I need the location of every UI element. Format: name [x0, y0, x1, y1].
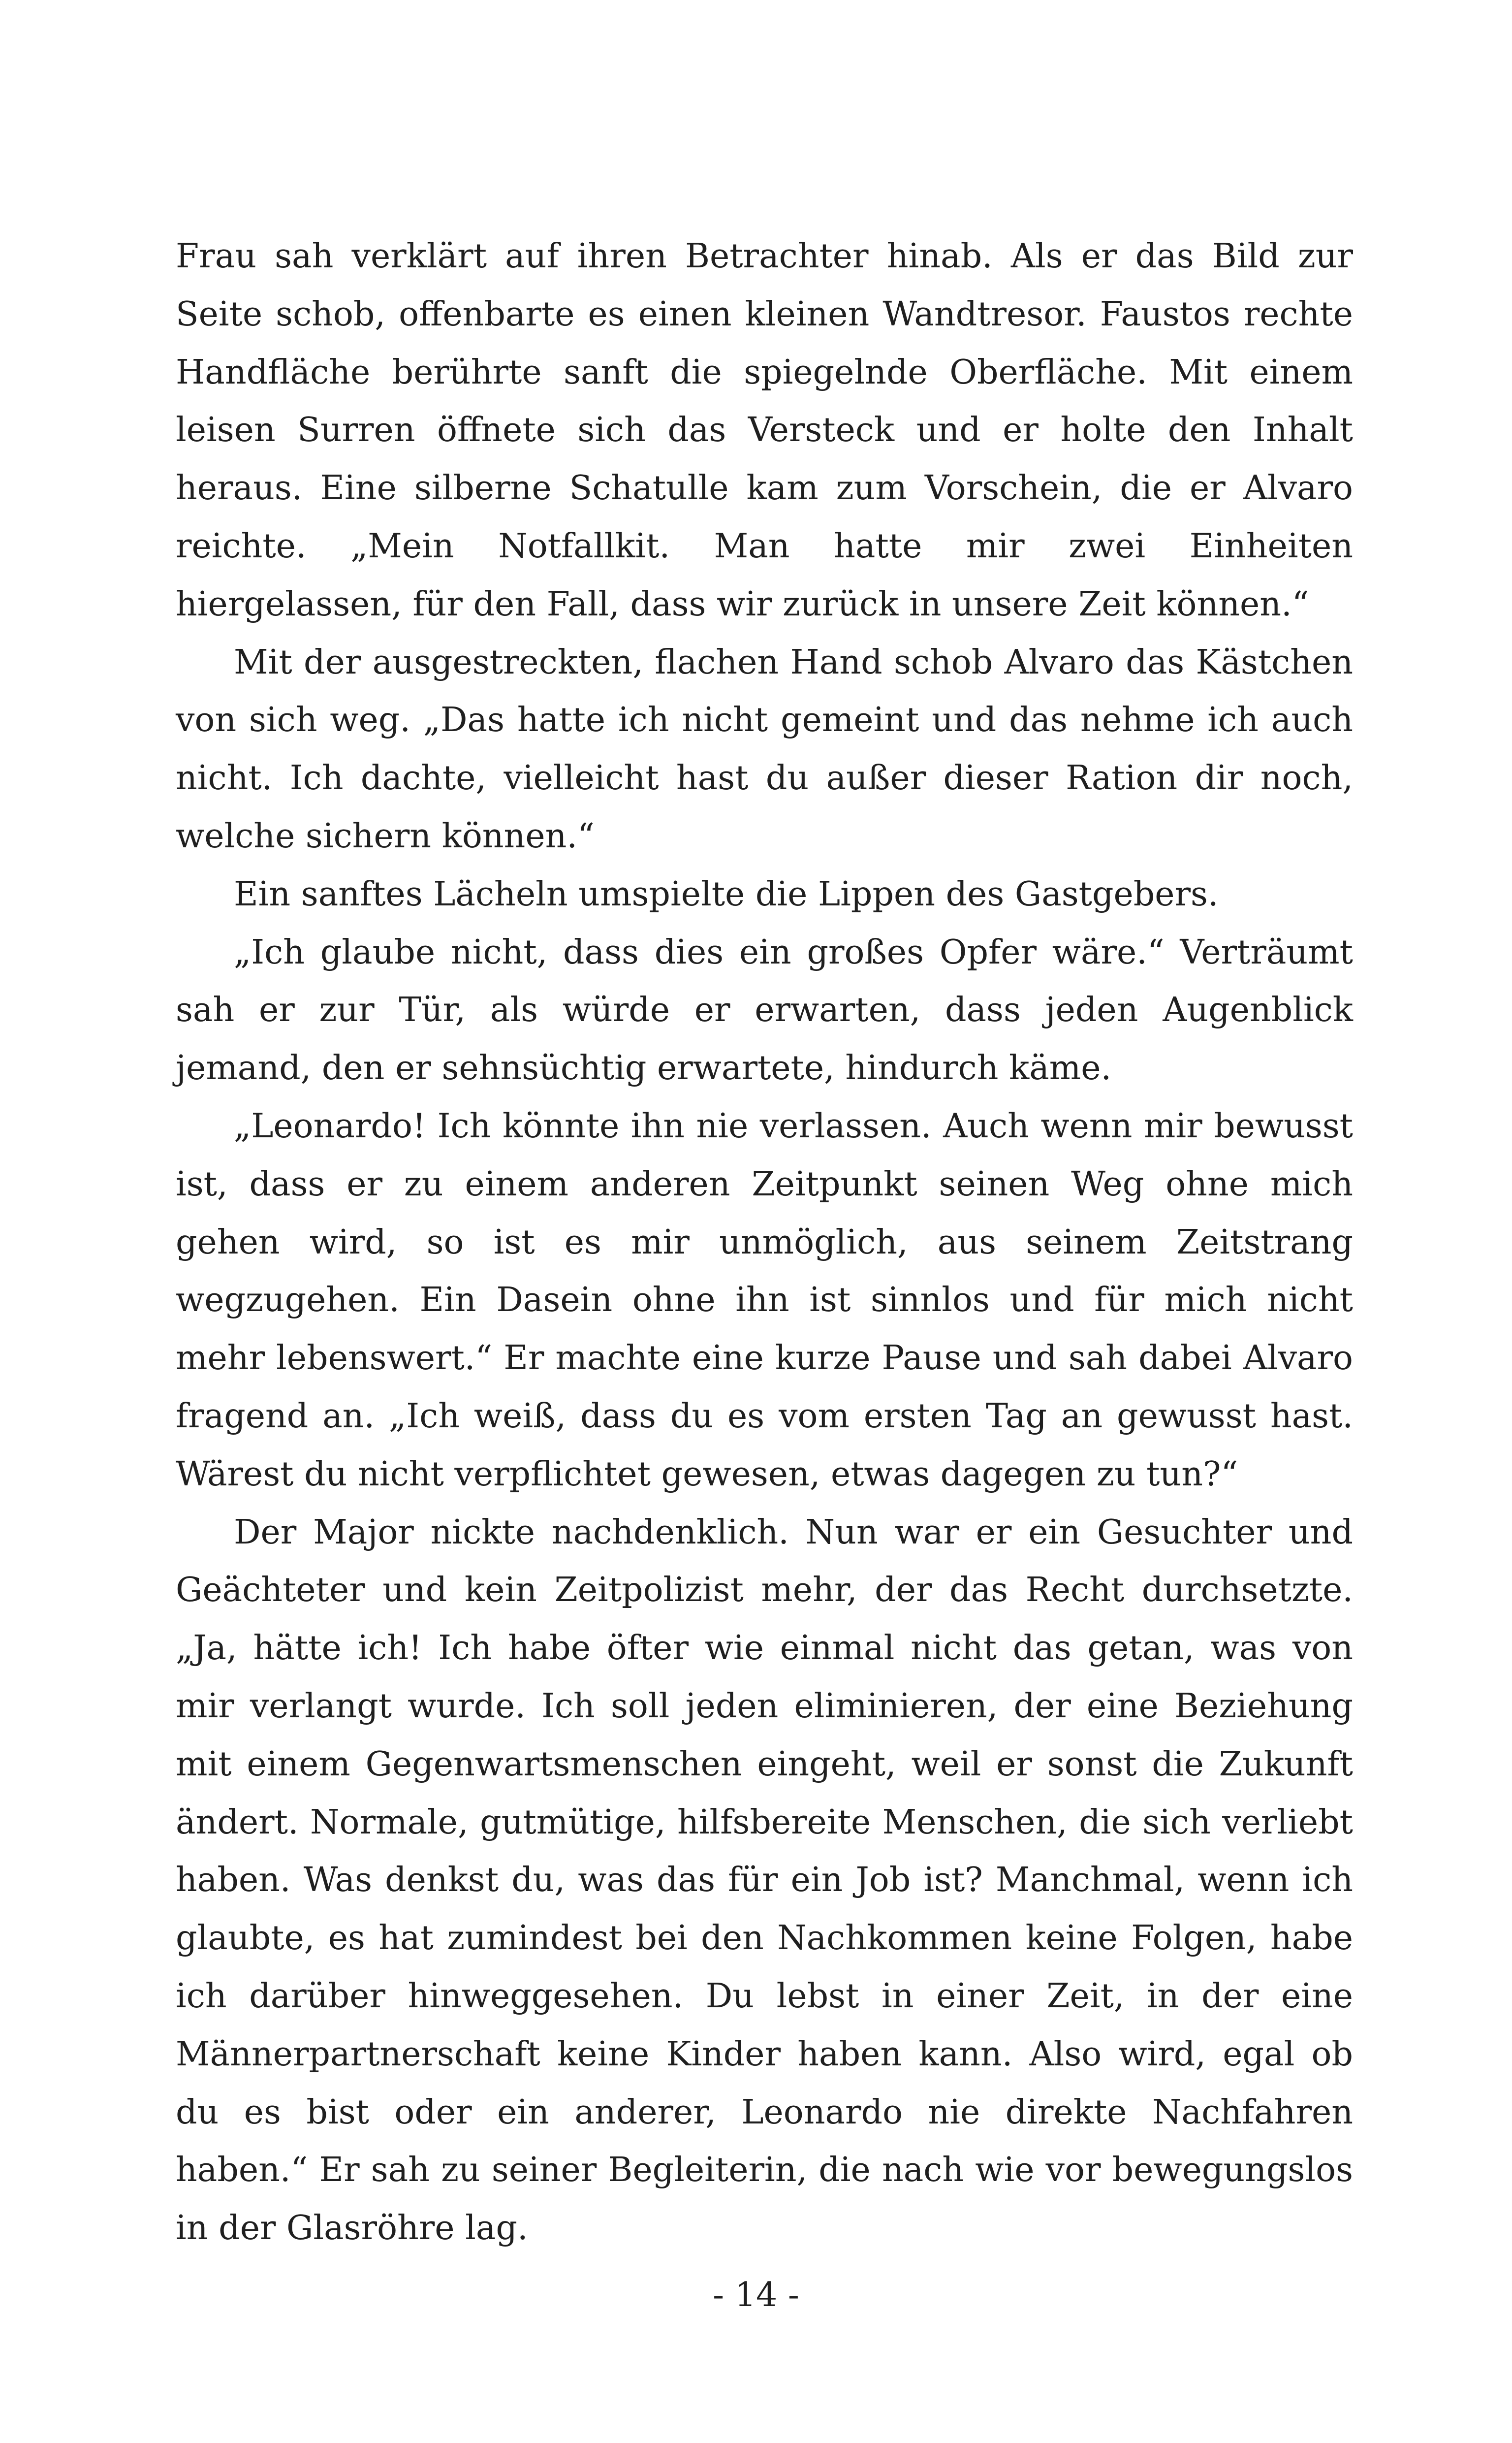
paragraph: „Ich glaube nicht, dass dies ein großes Opfer wäre.“ Verträumt sah er zur Tür, als würde er erwarten, dass jeden Augenblick jemand, den er sehnsüchtig erwartete, hindurch käme.: [176, 932, 1353, 1088]
paragraph: Ein sanftes Lächeln umspielte die Lippen des Gastgebers.: [234, 874, 1219, 914]
page-number: - 14 -: [713, 2276, 799, 2314]
body-text: [176, 227, 1353, 2257]
paragraph: Frau sah verklärt auf ihren Betrachter hinab. Als er das Bild zur Seite schob, offenbarte es einen kleinen Wandtresor. Faustos rechte Handfläche berührte sanft die spiegelnde Oberfläche. Mit einem leisen Surren öffnete sich das Versteck und er holte den Inhalt heraus. Eine silberne Schatulle kam zum Vorschein, die er Alvaro reichte. „Mein Notfallkit. Man hatte mir zwei Einheiten hiergelassen, für den Fall, dass wir zurück in unsere Zeit können.“: [176, 237, 1353, 624]
paragraph: Mit der ausgestreckten, flachen Hand schob Alvaro das Kästchen von sich weg. „Das hatte ich nicht gemeint und das nehme ich auch nicht. Ich dachte, vielleicht hast du außer dieser Ration dir noch, welche sichern können.“: [176, 643, 1353, 856]
paragraph: Der Major nickte nachdenklich. Nun war er ein Gesuchter und Geächteter und kein Zeitpolizist mehr, der das Recht durchsetzte. „Ja, hätte ich! Ich habe öfter wie einmal nicht das getan, was von mir verlangt wurde. Ich soll jeden eliminieren, der eine Beziehung mit einem Gegenwartsmenschen eingeht, weil er sonst die Zukunft ändert. Normale, gutmütige, hilfsbereite Menschen, die sich verliebt haben. Was denkst du, was das für ein Job ist? Manchmal, wenn ich glaubte, es hat zumindest bei den Nachkommen keine Folgen, habe ich darüber hinweggesehen. Du lebst in einer Zeit, in der eine Männerpartnerschaft keine Kinder haben kann. Also wird, egal ob du es bist oder ein anderer, Leonardo nie direkte Nachfahren haben.“ Er sah zu seiner Begleiterin, die nach wie vor bewegungslos in der Glasröhre lag.: [176, 1512, 1353, 2248]
paragraph: „Leonardo! Ich könnte ihn nie verlassen. Auch wenn mir bewusst ist, dass er zu einem anderen Zeitpunkt seinen Weg ohne mich gehen wird, so ist es mir unmöglich, aus seinem Zeitstrang wegzugehen. Ein Dasein ohne ihn ist sinnlos und für mich nicht mehr lebenswert.“ Er machte eine kurze Pause und sah dabei Alvaro fragend an. „Ich weiß, dass du es vom ersten Tag an gewusst hast. Wärest du nicht verpflichtet gewesen, etwas dagegen zu tun?“: [176, 1106, 1353, 1494]
